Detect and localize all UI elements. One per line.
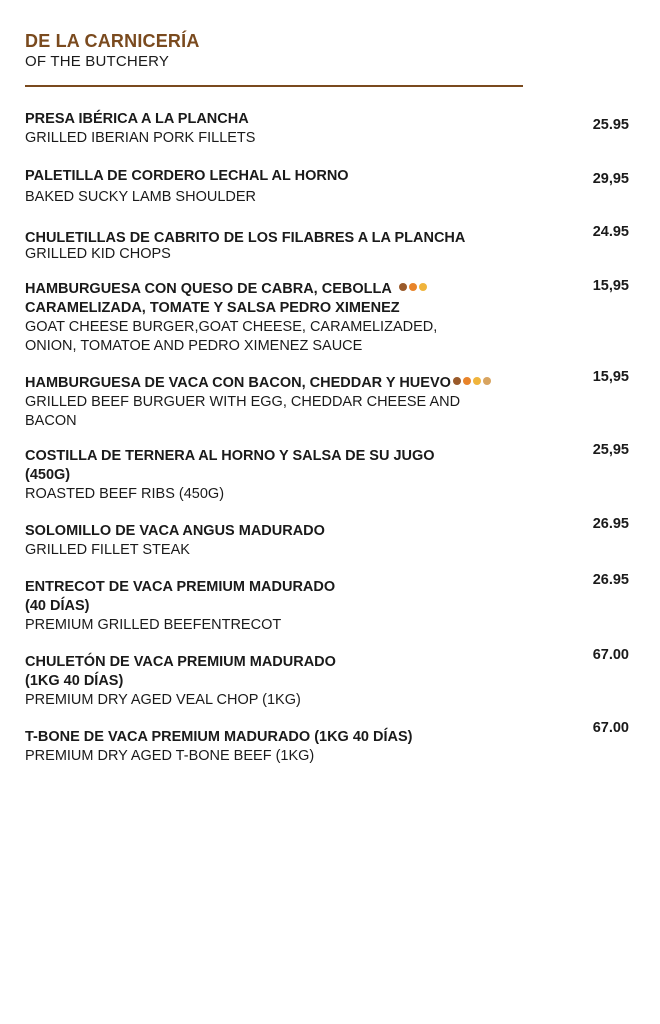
item-name-line: CHULETÓN DE VACA PREMIUM MADURADO: [25, 654, 336, 670]
menu-item: [25, 572, 635, 635]
item-description: PREMIUM DRY AGED VEAL CHOP (1KG): [25, 692, 301, 708]
section-subtitle: OF THE BUTCHERY: [25, 53, 170, 70]
item-price: 67.00: [592, 720, 629, 736]
item-name-line: HAMBURGUESA CON QUESO DE CABRA, CEBOLLA: [25, 281, 392, 297]
section-title: DE LA CARNICERÍA: [25, 31, 200, 51]
allergen-icon: [473, 377, 481, 385]
menu-item: [25, 720, 635, 766]
menu-item: [25, 110, 635, 148]
item-name-line: (450G): [25, 467, 71, 483]
menu-item: [25, 224, 635, 264]
item-description: ONION, TOMATOE AND PEDRO XIMENEZ SAUCE: [25, 338, 363, 354]
item-price: 26.95: [592, 572, 629, 588]
item-price: 67.00: [592, 647, 629, 663]
item-description: GRILLED FILLET STEAK: [25, 542, 190, 558]
item-name: [25, 372, 585, 393]
item-description: PREMIUM GRILLED BEEFENTRECOT: [25, 617, 282, 633]
item-name: [25, 278, 545, 299]
allergen-icon: [399, 283, 407, 291]
item-name: CHULETILLAS DE CABRITO DE LOS FILABRES A LA PLANCHA: [25, 230, 466, 246]
item-description: GRILLED BEEF BURGUER WITH EGG, CHEDDAR CHEESE AND: [25, 394, 461, 410]
menu-item: [25, 369, 635, 431]
item-price: 29,95: [592, 171, 629, 187]
allergen-icon: [409, 283, 417, 291]
item-name: T-BONE DE VACA PREMIUM MADURADO (1KG 40 DÍAS): [25, 729, 413, 745]
allergen-icon: [419, 283, 427, 291]
allergen-icon: [463, 377, 471, 385]
item-name-line: ENTRECOT DE VACA PREMIUM MADURADO: [25, 579, 336, 595]
menu-item: [25, 167, 635, 207]
item-description: ROASTED BEEF RIBS (450G): [25, 486, 225, 502]
item-name: SOLOMILLO DE VACA ANGUS MADURADO: [25, 523, 325, 539]
item-name-line: (1KG 40 DÍAS): [25, 673, 124, 689]
menu-item: [25, 516, 635, 560]
item-name: PRESA IBÉRICA A LA PLANCHA: [25, 111, 249, 127]
item-price: 24.95: [592, 224, 629, 240]
item-name: PALETILLA DE CORDERO LECHAL AL HORNO: [25, 168, 349, 184]
item-price: 26.95: [592, 516, 629, 532]
item-price: 15,95: [592, 278, 629, 294]
item-description: GOAT CHEESE BURGER,GOAT CHEESE, CARAMELIZADED,: [25, 319, 438, 335]
item-description: GRILLED KID CHOPS: [25, 246, 171, 262]
divider: [25, 85, 523, 87]
item-description: BACON: [25, 413, 77, 429]
item-price: 15,95: [592, 369, 629, 385]
item-description: PREMIUM DRY AGED T-BONE BEEF (1KG): [25, 748, 315, 764]
item-name-line: COSTILLA DE TERNERA AL HORNO Y SALSA DE SU JUGO: [25, 448, 435, 464]
item-price: 25,95: [592, 442, 629, 458]
item-description: GRILLED IBERIAN PORK FILLETS: [25, 130, 256, 146]
item-description: BAKED SUCKY LAMB SHOULDER: [25, 189, 256, 205]
item-name-line: (40 DÍAS): [25, 598, 90, 614]
allergen-icon: [453, 377, 461, 385]
allergen-icon: [483, 377, 491, 385]
allergen-icons: [453, 372, 493, 391]
item-name-line: HAMBURGUESA DE VACA CON BACON, CHEDDAR Y HUEVO: [25, 375, 451, 391]
item-name-line: CARAMELIZADA, TOMATE Y SALSA PEDRO XIMENEZ: [25, 300, 400, 316]
menu-item: [25, 278, 635, 356]
menu-item: [25, 442, 635, 504]
item-price: 25.95: [592, 117, 629, 133]
menu-item: [25, 647, 635, 710]
allergen-icons: [399, 278, 429, 297]
